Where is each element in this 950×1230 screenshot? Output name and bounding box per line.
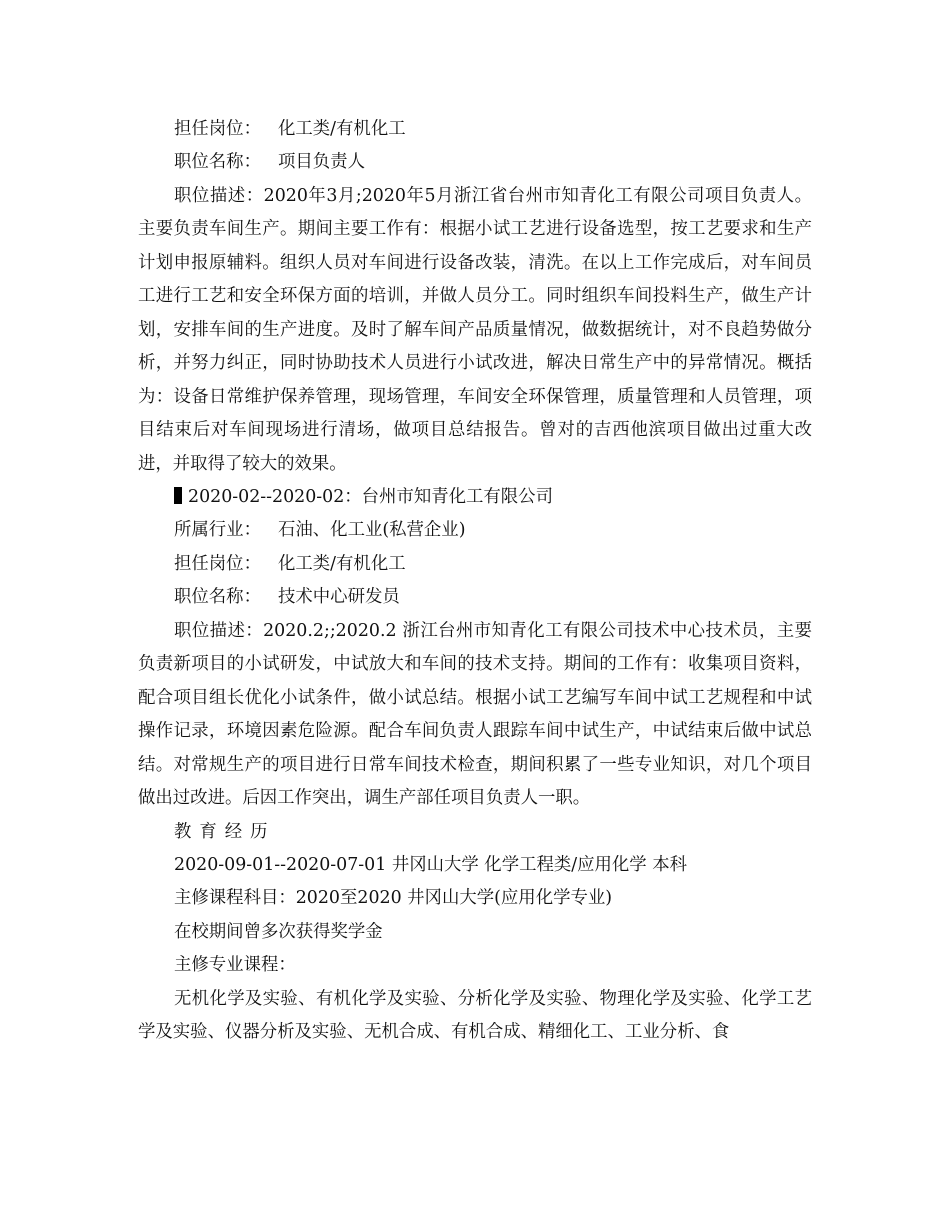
education-major-courses: 无机化学及实验、有机化学及实验、分析化学及实验、物理化学及实验、化学工艺学及实验、仪器分析及实验、无机合成、有机合成、精细化工、工业分析、食 bbox=[138, 988, 812, 1043]
job2-position-label: 担任岗位： bbox=[174, 553, 261, 574]
job1-position-row bbox=[138, 113, 812, 146]
education-major-courses-label: 主修专业课程： bbox=[174, 955, 296, 976]
job1-description: 职位描述：2020年3月;2020年5月浙江省台州市知青化工有限公司项目负责人。主要负责车间生产。期间主要工作有：根据小试工艺进行设备选型，按工艺要求和生产计划申报原辅料。组织人员对车间进行设备改装，清洗。在以上工作完成后，对车间员工进行工艺和安全环保方面的培训，并做人员分工。同时组织车间投料生产，做生产计划，安排车间的生产进度。及时了解车间产品质量情况，做数据统计，对不良趋势做分析，并努力纠正，同时协助技术人员进行小试改进，解决日常生产中的异常情况。概括为：设备日常维护保养管理，现场管理，车间安全环保管理，质量管理和人员管理，项目结束后对车间现场进行清场，做项目总结报告。曾对的吉西他滨项目做出过重大改进，并取得了较大的效果。 bbox=[138, 185, 812, 474]
job1-title-label: 职位名称： bbox=[174, 152, 261, 173]
education-entry: 2020-09-01--2020-07-01 井冈山大学 化学工程类/应用化学 本科 bbox=[174, 854, 687, 875]
job1-title-value: 项目负责人 bbox=[278, 152, 365, 173]
education-awards: 在校期间曾多次获得奖学金 bbox=[174, 921, 383, 942]
job1-position-label: 担任岗位： bbox=[174, 119, 261, 139]
bullet-square-icon bbox=[174, 487, 182, 504]
job2-industry-row bbox=[138, 514, 812, 547]
job2-position-value: 化工类/有机化工 bbox=[278, 553, 406, 574]
job1-position-value: 化工类/有机化工 bbox=[278, 119, 406, 139]
job2-industry-value: 石油、化工业(私营企业) bbox=[278, 520, 466, 541]
job2-position-row bbox=[138, 548, 812, 581]
job1-title-row bbox=[138, 146, 812, 179]
job2-title-row bbox=[138, 581, 812, 614]
job2-header bbox=[138, 481, 812, 514]
job2-description: 职位描述：2020.2;;2020.2 浙江台州市知青化工有限公司技术中心技术员，主要负责新项目的小试研发，中试放大和车间的技术支持。期间的工作有：收集项目资料，配合项目组长优化小试条件，做小试总结。根据小试工艺编写车间中试工艺规程和中试操作记录，环境因素危险源。配合车间负责人跟踪车间中试生产，中试结束后做中试总结。对常规生产的项目进行日常车间技术检查，期间积累了一些专业知识，对几个项目做出过改进。后因工作突出，调生产部任项目负责人一职。 bbox=[138, 620, 812, 809]
resume-page bbox=[138, 113, 812, 1050]
education-section-title: 教育经历 bbox=[174, 821, 276, 842]
job2-industry-label: 所属行业： bbox=[174, 520, 261, 541]
job2-header-text: 2020-02--2020-02：台州市知青化工有限公司 bbox=[188, 486, 553, 507]
job2-title-value: 技术中心研发员 bbox=[278, 587, 400, 608]
job2-title-label: 职位名称： bbox=[174, 587, 261, 608]
education-courses-subject: 主修课程科目：2020至2020 井冈山大学(应用化学专业) bbox=[174, 888, 613, 909]
